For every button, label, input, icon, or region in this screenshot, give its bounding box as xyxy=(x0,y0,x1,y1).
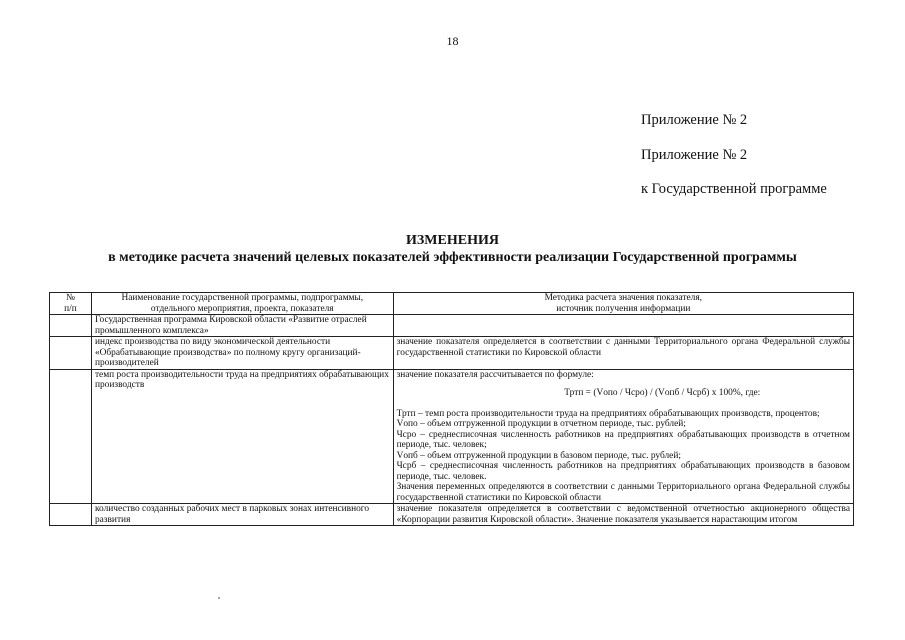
definition-item: Vопб – объем отгруженной продукции в базовом периоде, тыс. рублей; xyxy=(396,450,681,461)
row-name: Государственная программа Кировской области «Развитие отраслей промышленного комплекса» xyxy=(91,315,393,337)
row-name: темп роста производительности труда на предприятиях обрабатывающих производств xyxy=(91,369,393,504)
table-row xyxy=(50,315,854,337)
document-subtitle: в методике расчета значений целевых показателей эффективности реализации Государственной программы xyxy=(108,250,797,265)
definition-item: Чсро – среднесписочная численность работников на предприятиях обрабатывающих производств в отчетном периоде, тыс. человек; xyxy=(396,429,850,450)
table-row xyxy=(50,369,854,504)
header-method-line1: Методика расчета значения показателя, xyxy=(544,293,703,303)
page-number: 18 xyxy=(446,34,459,48)
appendix-line-2: Приложение № 2 xyxy=(641,147,748,163)
header-name-line1: Наименование государственной программы, подпрограммы, xyxy=(121,293,364,303)
method-intro: значение показателя рассчитывается по формуле: xyxy=(396,369,594,380)
formula: Тртп = (Vопо / Чсро) / (Vопб / Чсрб) x 100%, где: xyxy=(564,388,761,398)
row-method xyxy=(393,315,853,337)
row-name: индекс производства по виду экономической деятельности «Обрабатывающие производства» по полному кругу организаций-производителей xyxy=(91,337,393,370)
table-row xyxy=(50,504,854,526)
row-method: значение показателя определяется в соответствии с ведомственной отчетностью акционерного общества «Корпорации развития Кировской области». Значение показателя указывается нарастающим итогом xyxy=(393,504,853,526)
appendix-line-1: Приложение № 2 xyxy=(641,112,748,128)
header-method-line2: источник получения информации xyxy=(556,303,691,314)
row-number xyxy=(50,315,92,337)
row-method: значение показателя определяется в соответствии с данными Территориального органа Федеральной службы государственной статистики по Кировской области xyxy=(393,337,853,370)
row-number xyxy=(50,337,92,370)
header-name-line2: отдельного мероприятия, проекта, показателя xyxy=(150,303,334,314)
changes-table xyxy=(49,292,854,526)
table-row xyxy=(50,337,854,370)
definition-item: Значения переменных определяются в соответствии с данными Территориального органа Федеральной службы государственной статистики по Кировской области xyxy=(396,482,850,503)
row-name: количество созданных рабочих мест в парковых зонах интенсивного развития xyxy=(91,504,393,526)
header-method xyxy=(393,293,853,315)
row-number xyxy=(50,369,92,504)
header-number-line1: № xyxy=(66,293,75,303)
header-name xyxy=(91,293,393,315)
scan-speck xyxy=(218,597,220,599)
document-title: ИЗМЕНЕНИЯ xyxy=(406,233,499,248)
row-method xyxy=(393,369,853,504)
appendix-line-3: к Государственной программе xyxy=(641,181,827,197)
definition-item: Vопо – объем отгруженной продукции в отчетном периоде, тыс. рублей; xyxy=(396,419,686,429)
definition-item: Тртп – темп роста производительности труда на предприятиях обрабатывающих производств, процентов; xyxy=(396,408,820,419)
definition-item: Чсрб – среднесписочная численность работников на предприятиях обрабатывающих производств в базовом периоде, тыс. человек. xyxy=(396,461,850,482)
row-number xyxy=(50,504,92,526)
header-number xyxy=(50,293,92,315)
header-number-line2: п/п xyxy=(64,303,77,314)
table-header-row xyxy=(50,293,854,315)
